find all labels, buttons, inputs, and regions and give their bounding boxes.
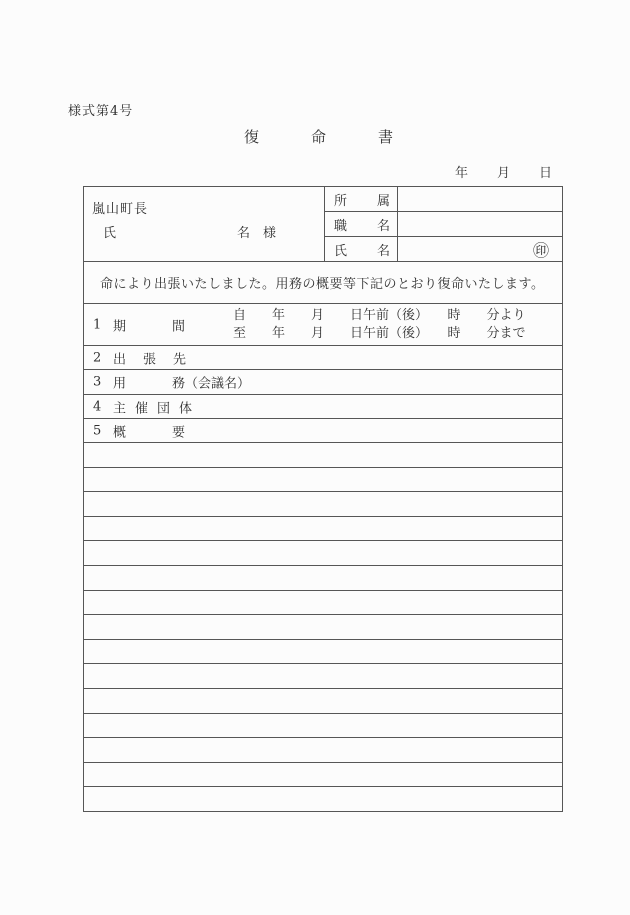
period-datetime-lines — [233, 307, 526, 343]
item-number: 2 — [93, 350, 102, 365]
ruled-row — [84, 786, 562, 811]
ruled-row — [84, 540, 562, 565]
name-label — [325, 237, 398, 261]
period-from-line: 自 年 月 日午前（後） 時 分より — [233, 308, 526, 323]
item-number: 4 — [93, 399, 102, 414]
statement-row — [84, 262, 562, 304]
ruled-row — [84, 663, 562, 688]
ruled-row — [84, 443, 562, 467]
recipient-name-suffix: 名 様 — [237, 226, 277, 241]
item-label-part: 用 — [113, 376, 127, 392]
position-label-left: 職 — [334, 218, 348, 234]
statement-text: 命により出張いたしました。用務の概要等下記のとおり復命いたします。 — [100, 277, 545, 292]
affiliation-row — [325, 187, 562, 211]
item-number: 1 — [93, 317, 102, 332]
item-label-part: 務（会議名） — [172, 376, 251, 392]
item-row-destination — [84, 346, 562, 370]
position-label-right: 名 — [376, 218, 390, 234]
header-block — [84, 187, 562, 262]
ruled-row — [84, 713, 562, 738]
recipient-name-prefix: 氏 — [103, 226, 117, 241]
recipient-cell — [84, 187, 325, 261]
affiliation-label-left: 所 — [334, 193, 348, 209]
item-label-part: 要 — [172, 425, 186, 440]
affiliation-label-right: 属 — [376, 193, 390, 209]
ruled-row — [84, 467, 562, 492]
name-value — [398, 237, 562, 261]
item-row-purpose — [84, 370, 562, 395]
affiliation-label — [325, 187, 398, 211]
item-row-period — [84, 304, 562, 346]
recipient-title: 嵐山町長 — [92, 202, 149, 217]
affiliation-value — [398, 187, 562, 211]
item-row-summary — [84, 419, 562, 443]
item-number: 5 — [93, 423, 102, 438]
item-label-part: 概 — [113, 425, 127, 440]
item-row-organizer — [84, 395, 562, 419]
identity-rows — [325, 187, 562, 261]
position-label — [325, 212, 398, 236]
ruled-row — [84, 590, 562, 615]
seal-mark-icon: ㊞ — [532, 240, 549, 260]
item-label: 出 張 先 — [113, 352, 189, 367]
item-number: 3 — [93, 374, 102, 390]
ruled-row — [84, 516, 562, 541]
date-line: 年月日 — [455, 166, 582, 181]
report-form-table — [83, 186, 563, 812]
ruled-row — [84, 639, 562, 664]
item-label-part: 期 — [113, 319, 127, 334]
period-to-line: 至 年 月 日午前（後） 時 分まで — [233, 326, 526, 341]
item-label-part: 間 — [172, 319, 186, 334]
document-title: 復命書 — [244, 128, 446, 146]
ruled-row — [84, 565, 562, 590]
ruled-row — [84, 737, 562, 762]
name-label-left: 氏 — [334, 243, 348, 259]
name-row — [325, 236, 562, 261]
summary-writing-area — [84, 443, 562, 811]
position-row — [325, 211, 562, 236]
ruled-row — [84, 491, 562, 516]
name-label-right: 名 — [376, 243, 390, 259]
item-label: 主催団体 — [113, 401, 202, 416]
form-number: 様式第4号 — [68, 104, 134, 119]
ruled-row — [84, 614, 562, 639]
ruled-row — [84, 762, 562, 787]
ruled-row — [84, 688, 562, 713]
position-value — [398, 212, 562, 236]
